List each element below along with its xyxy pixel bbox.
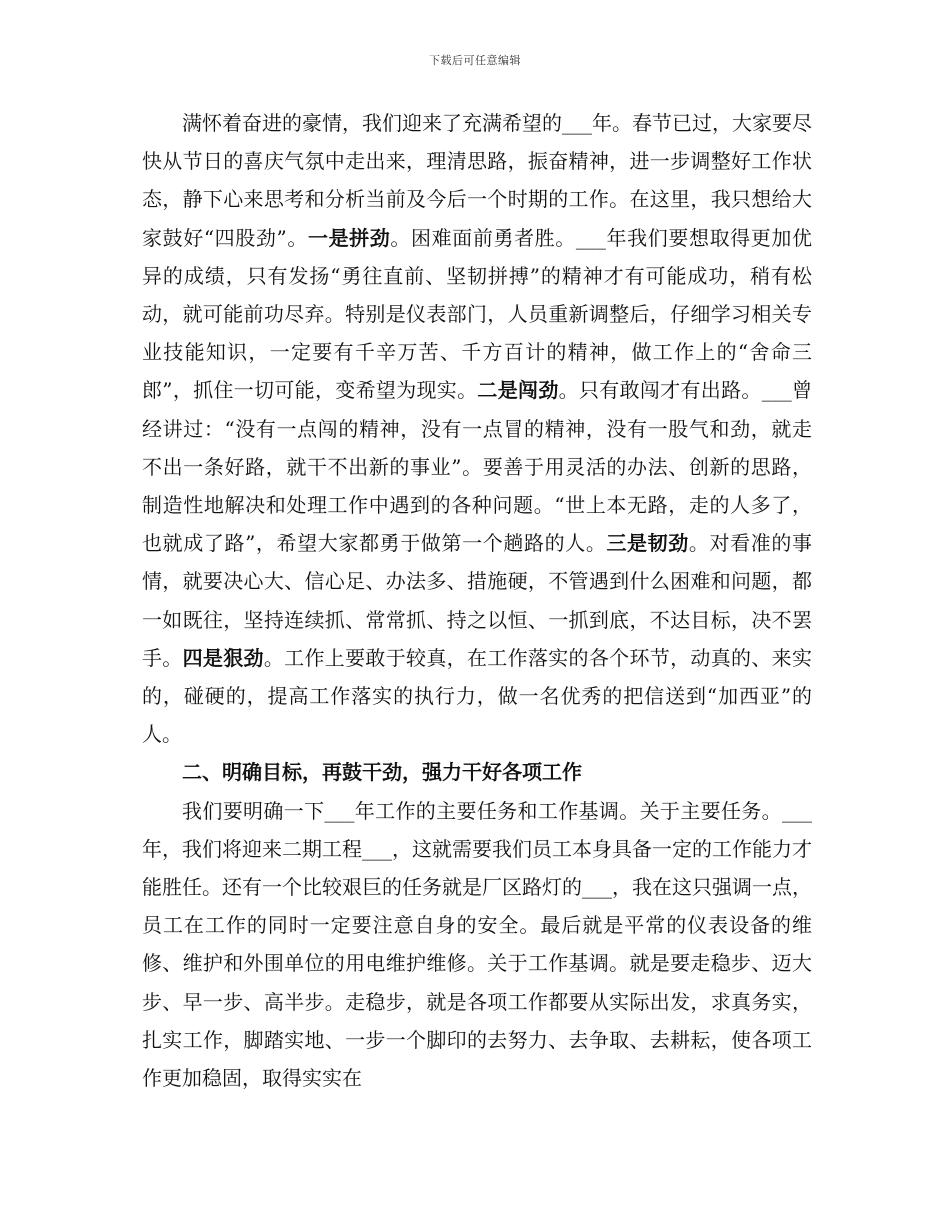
bold-point-4: 四是狠劲 [182, 645, 264, 670]
bold-point-3: 三是韧劲 [606, 531, 689, 556]
section-heading: 二、明确目标，再鼓干劲，强力干好各项工作 [182, 760, 582, 785]
paragraph-text: 。困难面前勇者胜。___年我们要想取得更加优异的成绩，只有发扬“勇往直前、坚韧拼搏”的精神才有可能成功，稍有松动，就可能前功尽弃。特别是仪表部门，人员重新调整后，仔细学习相关专业技能知识，一定要有千辛万苦、千方百计的精神，做工作上的“舍命三郎”，抓住一切可能，变希望为现实。 [142, 225, 813, 403]
paragraph-four-spirits [142, 104, 812, 753]
page-header: 下载后可任意编辑 [429, 54, 521, 67]
document-body [142, 104, 812, 1097]
bold-point-2: 二是闯劲 [477, 378, 559, 403]
paragraph-text: 满怀着奋进的豪情，我们迎来了充满希望的___年。春节已过，大家要尽快从节日的喜庆气氛中走出来，理清思路，振奋精神，进一步调整好工作状态，静下心来思考和分析当前及今后一个时期的工作。在这里，我只想给大家鼓好“四股劲”。 [142, 111, 812, 250]
paragraph-tasks: 我们要明确一下___年工作的主要任务和工作基调。关于主要任务。___年，我们将迎来二期工程___，这就需要我们员工本身具备一定的工作能力才能胜任。还有一个比较艰巨的任务就是厂区路灯的___，我在这只强调一点，员工在工作的同时一定要注意自身的安全。最后就是平常的仪表设备的维修、维护和外围单位的用电维护维修。关于工作基调。就是要走稳步、迈大步、早一步、高半步。走稳步，就是各项工作都要从实际出发，求真务实，扎实工作，脚踏实地、一步一个脚印的去努力、去争取、去耕耘，使各项工作更加稳固，取得实实在 [142, 798, 812, 1091]
paragraph-text: 。对看准的事情，就要决心大、信心足、办法多、措施硬，不管遇到什么困难和问题，都一如既往，坚持连续抓、常常抓、持之以恒、一抓到底，不达目标，决不罢手。 [142, 531, 813, 670]
paragraph-text: 。只有敢闯才有出路。___曾经讲过：“没有一点闯的精神，没有一点冒的精神，没有一股气和劲，就走不出一条好路，就干不出新的事业”。要善于用灵活的办法、创新的思路，制造性地解决和处理工作中遇到的各种问题。“世上本无路，走的人多了，也就成了路”，希望大家都勇于做第一个趟路的人。 [142, 378, 813, 556]
bold-point-1: 一是拼劲 [307, 225, 391, 250]
paragraph-text: 。工作上要敢于较真，在工作落实的各个环节，动真的、来实的，碰硬的，提高工作落实的执行力，做一名优秀的把信送到“加西亚”的人。 [142, 645, 812, 747]
